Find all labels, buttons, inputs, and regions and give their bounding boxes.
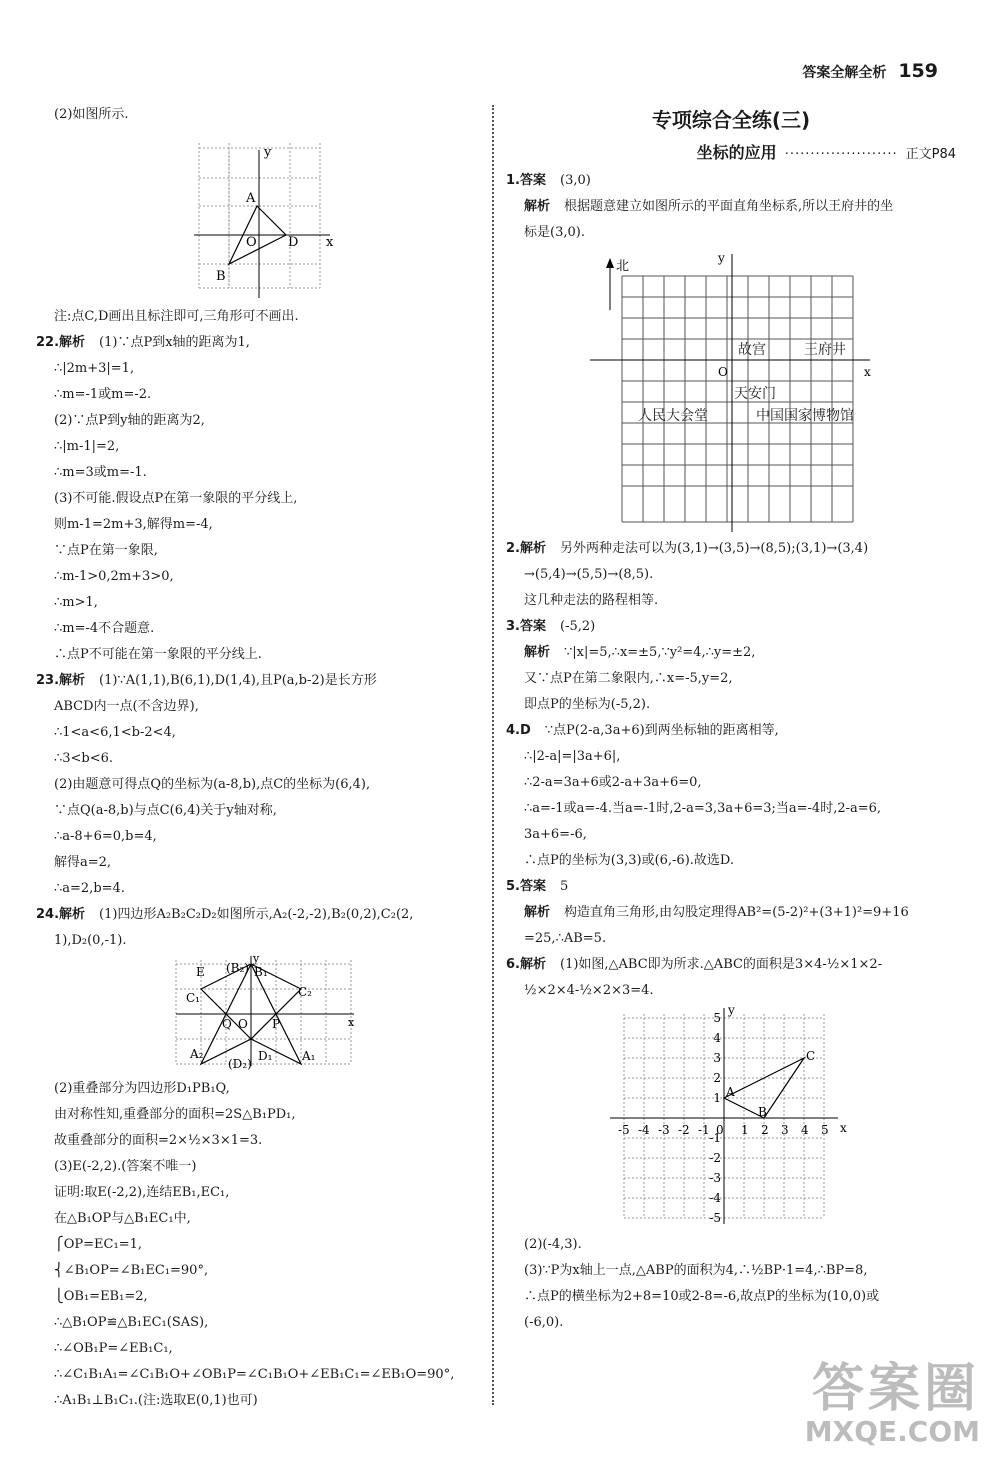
q24-line: 故重叠部分的面积=2×½×3×1=3. [54,1133,263,1148]
q6-heading: 6.解析 (1)如图,△ABC即为所求.△ABC的面积是3×4-½×1×2- [506,957,883,972]
q22-line: 则m-1=2m+3,解得m=-4, [54,517,213,532]
q4-line: ∴2-a=3a+6或2-a+3a+6=0, [524,775,702,790]
x-tick: 5 [821,1123,829,1137]
q22-line: (2)∵点P到y轴的距离为2, [54,413,205,428]
x-label: x [348,1016,355,1029]
y-label: y [728,1004,735,1017]
origin-label: O [246,235,257,250]
left-column [36,102,476,1414]
q5-line: =25,∴AB=5. [524,931,607,946]
y-label: y [264,145,272,160]
y-tick: 5 [713,1011,721,1025]
x-tick: 1 [741,1123,749,1137]
y-tick: -1 [709,1131,721,1145]
label-d1: D₁ [258,1049,273,1063]
q6-line: (2)(-4,3). [524,1237,582,1252]
x-label: x [864,365,871,379]
q5-heading: 5.答案 5 [506,879,569,894]
place-wangfujing: 王府井 [804,342,846,358]
label-o: O [238,1017,248,1031]
q24-line: 由对称性知,重叠部分的面积=2S△B₁PD₁, [54,1107,296,1122]
q22-line: ∴m=3或m=-1. [54,465,147,480]
label-b2: (B₂) [226,961,249,975]
figure-q21 [36,128,476,300]
place-tiananmen: 天安门 [734,386,776,402]
label-d2: (D₂) [228,1057,252,1071]
q21-part2: (2)如图所示. [54,107,129,122]
q24-line: ∴△B₁OP≌△B₁EC₁(SAS), [54,1315,209,1330]
q4-line: ∴点P的坐标为(3,3)或(6,-6).故选D. [524,853,734,868]
point-c: C [806,1049,816,1063]
q24-line: (3)E(-2,2).(答案不唯一) [54,1159,197,1174]
y-tick: 4 [713,1031,721,1045]
q22-line: ∴点P不可能在第一象限的平分线上. [54,647,262,662]
q22-line: ∵点P在第一象限, [54,543,158,558]
watermark-line1: 答案圈 [811,1359,980,1419]
figure-map [506,246,956,532]
q24-line: (2)重叠部分为四边形D₁PB₁Q, [54,1081,230,1096]
q23-line: ∴a-8+6=0,b=4, [54,829,157,844]
x-tick: -1 [698,1123,710,1137]
y-tick: 2 [713,1071,721,1085]
q23-line: ∴3<b<6. [54,751,114,766]
y-tick: -2 [709,1151,721,1165]
figure-q24 [36,954,476,1072]
q3-heading: 3.答案 (-5,2) [506,619,596,634]
label-e: E [196,965,205,979]
q24-line: ⎧OP=EC₁=1, [54,1237,142,1252]
q22-line: ∴m-1>0,2m+3>0, [54,569,174,584]
section-title: 专项综合全练(三) [651,108,811,132]
point-b: B [758,1105,767,1119]
sub-title: 坐标的应用 ······················ 正文P84 [696,143,956,162]
label-q: Q [222,1017,232,1031]
q4-line: ∴a=-1或a=-4.当a=-1时,2-a=3,3a+6=3;当a=-4时,2-a=6, [524,801,882,816]
note-21: 注:点C,D画出且标注即可,三角形可不画出. [54,309,299,324]
q24-line: 在△B₁OP与△B₁EC₁中, [54,1211,191,1226]
q4-line: ∴|2-a|=|3a+6|, [524,749,621,764]
label-p: P [272,1017,281,1031]
label-b1: B₁ [254,965,268,979]
place-gugong: 故宫 [738,342,766,358]
x-label: x [326,235,334,250]
q24-line: 1),D₂(0,-1). [54,933,127,948]
label-c2: C₂ [298,985,312,999]
x-tick: 3 [781,1123,789,1137]
label-a1: A₁ [302,1049,316,1063]
q6-line: (3)∵P为x轴上一点,△ABP的面积为4,∴½BP·1=4,∴BP=8, [524,1263,868,1278]
y-tick: -3 [709,1171,721,1185]
point-b: B [216,269,226,284]
q23-heading: 23.解析 (1)∵A(1,1),B(6,1),D(1,4),且P(a,b-2)是长方形 [36,673,377,688]
q23-line: ∴a=2,b=4. [54,881,125,896]
page-header [802,60,938,82]
q24-line: ⎨∠B₁OP=∠B₁EC₁=90°, [54,1263,209,1278]
page-number: 159 [898,60,938,82]
x-tick: -2 [678,1123,690,1137]
q22-heading: 22.解析 (1)∵点P到x轴的距离为1, [36,335,250,350]
q3-line: 即点P的坐标为(-5,2). [524,697,651,712]
q1-line: 解析 根据题意建立如图所示的平面直角坐标系,所以王府井的坐 [524,199,894,214]
q1-heading: 1.答案 (3,0) [506,173,591,188]
q22-line: ∴m=-4不合题意. [54,621,155,636]
q4-line: 3a+6=-6, [524,827,587,842]
y-tick: 3 [713,1051,721,1065]
q6-line: ½×2×4-½×2×3=4. [524,983,654,998]
north-label: 北 [616,259,630,274]
q23-line: (2)由题意可得点Q的坐标为(a-8,b),点C的坐标为(6,4), [54,777,371,792]
y-label: y [718,251,725,265]
x-tick: -3 [658,1123,670,1137]
watermark [805,1361,980,1447]
q3-line: 又∵点P在第二象限内,∴x=-5,y=2, [524,671,733,686]
q24-line: ∴∠C₁B₁A₁=∠C₁B₁O+∠OB₁P=∠C₁B₁O+∠EB₁C₁=∠EB₁O=90°, [54,1367,455,1382]
column-divider [492,105,494,1405]
q4-heading: 4.D ∵点P(2-a,3a+6)到两坐标轴的距离相等, [506,723,779,738]
q23-line: ABCD内一点(不含边界), [54,699,199,714]
q6-line: (-6,0). [524,1315,564,1330]
q2-heading: 2.解析 另外两种走法可以为(3,1)→(3,5)→(8,5);(3,1)→(3,4) [506,541,869,556]
y-tick: -4 [709,1191,721,1205]
q22-line: ∴m=-1或m=-2. [54,387,152,402]
x-tick: -4 [638,1123,650,1137]
y-tick: -5 [709,1211,721,1225]
q2-line: →(5,4)→(5,5)→(8,5). [524,567,654,582]
point-a: A [246,191,256,206]
q3-line: 解析 ∵|x|=5,∴x=±5,∵y²=4,∴y=±2, [524,645,756,660]
x-tick: 4 [801,1123,809,1137]
place-renmin: 人民大会堂 [638,408,708,424]
y-label: y [253,954,260,965]
q23-line: ∵点Q(a-8,b)与点C(6,4)关于y轴对称, [54,803,277,818]
q1-line: 标是(3,0). [524,225,585,240]
q24-line: 证明:取E(-2,2),连结EB₁,EC₁, [54,1185,230,1200]
place-museum: 中国国家博物馆 [756,408,854,424]
q23-line: 解得a=2, [54,855,112,870]
watermark-line2: MXQE.COM [804,1415,980,1448]
q22-line: ∴|m-1|=2, [54,439,120,454]
q5-line: 解析 构造直角三角形,由勾股定理得AB²=(5-2)²+(3+1)²=9+16 [524,905,909,920]
q2-line: 这几种走法的路程相等. [524,593,659,608]
north-arrow-head [606,258,614,268]
q22-line: ∴|2m+3|=1, [54,361,135,376]
x-label: x [840,1121,847,1135]
label-a2: A₂ [190,1047,204,1061]
x-tick: -5 [618,1123,630,1137]
q24-line: ∴A₁B₁⊥B₁C₁.(注:选取E(0,1)也可) [54,1393,258,1408]
q22-line: ∴m>1, [54,595,98,610]
point-a: A [726,1085,735,1099]
q24-line: ⎩OB₁=EB₁=2, [54,1289,148,1304]
origin-label: O [718,365,728,379]
origin-label: 0 [716,1123,724,1137]
x-tick: 2 [761,1123,769,1137]
q6-line: ∴点P的横坐标为2+8=10或2-8=-6,故点P的坐标为(10,0)或 [524,1289,880,1304]
point-d: D [288,235,299,250]
label-c1: C₁ [186,991,200,1005]
q22-line: (3)不可能.假设点P在第一象限的平分线上, [54,491,298,506]
figure-q6 [506,1004,956,1228]
q24-line: ∴∠OB₁P=∠EB₁C₁, [54,1341,173,1356]
y-tick: 1 [713,1091,721,1105]
q24-heading: 24.解析 (1)四边形A₂B₂C₂D₂如图所示,A₂(-2,-2),B₂(0,2),C₂(2, [36,907,414,922]
right-column [506,102,956,1336]
header-title: 答案全解全析 [802,65,887,81]
q23-line: ∴1<a<6,1<b-2<4, [54,725,176,740]
